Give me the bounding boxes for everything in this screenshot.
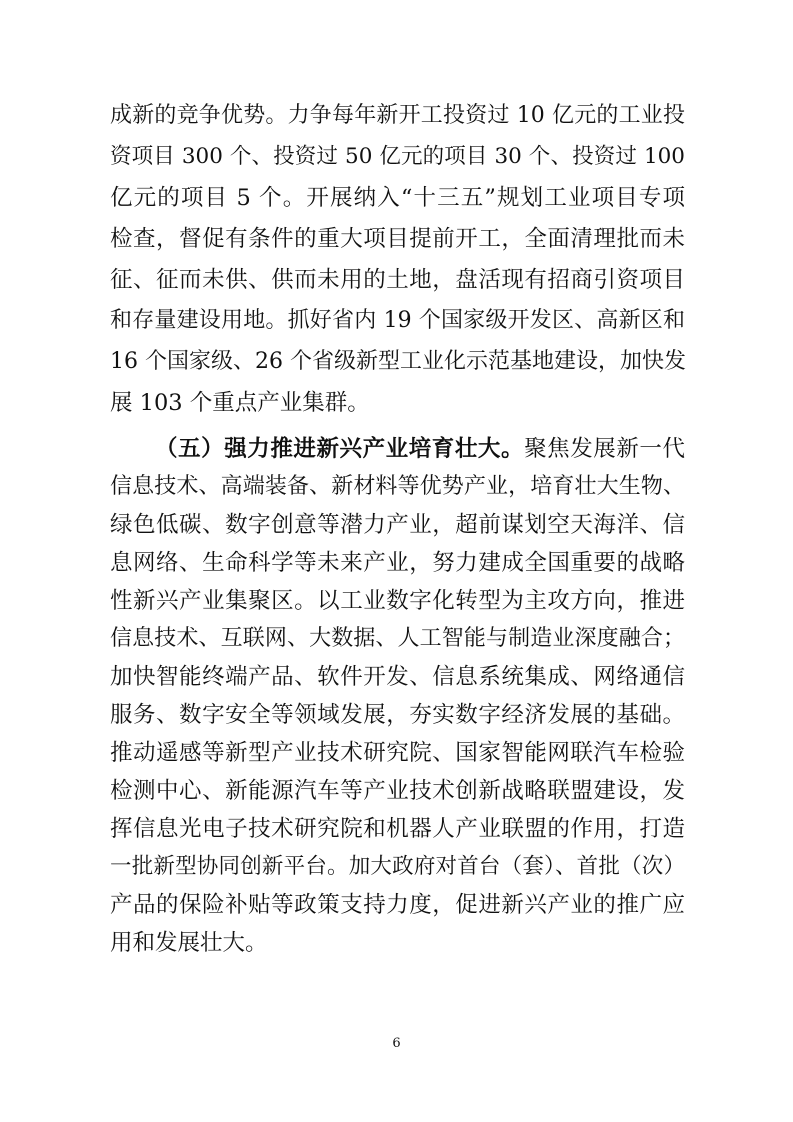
paragraph-line: 成新的竞争优势。力争每年新开工投资过 10 亿元的工业投 — [110, 103, 685, 128]
paragraph-line: 一批新型协同创新平台。加大政府对首台（套）、首批（次） — [110, 854, 685, 879]
paragraph-line: 产品的保险补贴等政策支持力度，促进新兴产业的推广应 — [110, 892, 685, 918]
paragraph-line: 服务、数字安全等领域发展，夯实数字经济发展的基础。 — [110, 702, 685, 728]
paragraph-line: 和存量建设用地。抓好省内 19 个国家级开发区、高新区和 — [110, 308, 685, 333]
paragraph-line: 推动遥感等新型产业技术研究院、国家智能网联汽车检验 — [110, 740, 685, 766]
paragraph-line: 资项目 300 个、投资过 50 亿元的项目 30 个、投资过 100 — [110, 144, 685, 169]
paragraph-line: 挥信息光电子技术研究院和机器人产业联盟的作用，打造 — [110, 816, 685, 842]
paragraph-line: 加快智能终端产品、软件开发、信息系统集成、网络通信 — [110, 664, 685, 690]
paragraph-line: 性新兴产业集聚区。以工业数字化转型为主攻方向，推进 — [110, 588, 685, 614]
paragraph-line: 检测中心、新能源汽车等产业技术创新战略联盟建设，发 — [110, 778, 685, 804]
paragraph-line: 16 个国家级、26 个省级新型工业化示范基地建设，加快发 — [110, 349, 686, 374]
paragraph-line: 用和发展壮大。 — [110, 930, 268, 956]
paragraph-line: 信息技术、高端装备、新材料等优势产业，培育壮大生物、 — [110, 474, 685, 499]
paragraph-line: 信息技术、互联网、大数据、人工智能与制造业深度融合； — [110, 626, 685, 651]
section-heading: （五）强力推进新兴产业培育壮大。 — [155, 436, 525, 462]
paragraph-line: 展 103 个重点产业集群。 — [110, 390, 370, 416]
section-heading-line — [155, 432, 685, 466]
heading-line-text: 聚焦发展新一代 — [524, 436, 685, 462]
paragraph-line: 息网络、生命科学等未来产业，努力建成全国重要的战略 — [110, 550, 685, 576]
paragraph-line: 亿元的项目 5 个。开展纳入“十三五”规划工业项目专项 — [110, 185, 685, 211]
paragraph-line: 检查，督促有条件的重大项目提前开工，全面清理批而未 — [110, 226, 685, 252]
page-number: 6 — [392, 1036, 401, 1051]
paragraph-line: 绿色低碳、数字创意等潜力产业，超前谋划空天海洋、信 — [110, 512, 685, 538]
paragraph-line: 征、征而未供、供而未用的土地，盘活现有招商引资项目 — [110, 267, 685, 293]
